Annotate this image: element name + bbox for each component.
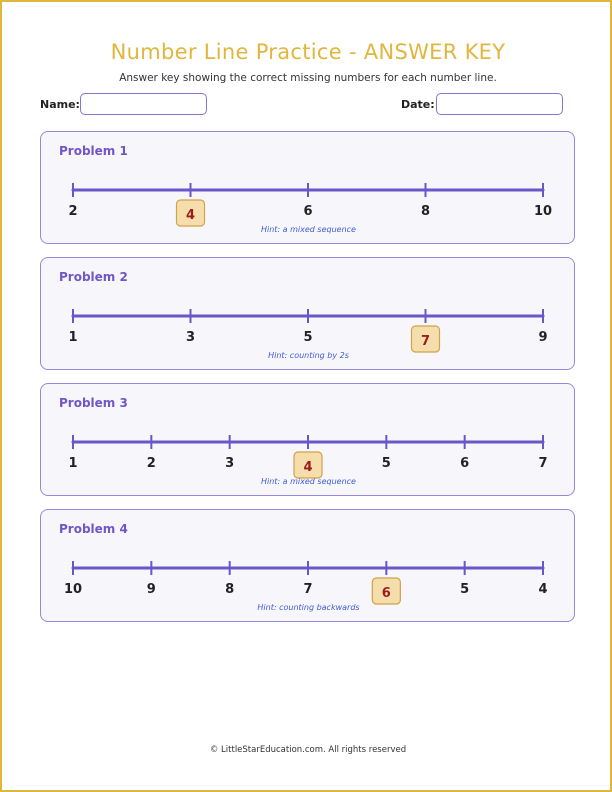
- tick-label: 7: [303, 582, 313, 597]
- footer-copyright: © LittleStarEducation.com. All rights reserved: [209, 745, 407, 755]
- problem-card: [40, 509, 575, 622]
- problem-card: [40, 257, 575, 370]
- tick-label: 8: [420, 204, 431, 219]
- tick-label: 6: [460, 456, 470, 471]
- tick-label: 5: [460, 582, 470, 597]
- page-subtitle: Answer key showing the correct missing numbers for each number line.: [119, 72, 497, 84]
- tick-label: 2: [68, 204, 78, 219]
- problem-card: [40, 131, 575, 244]
- tick-label: 5: [381, 456, 391, 471]
- tick-label: 9: [538, 330, 548, 345]
- tick-label: 1: [68, 456, 78, 471]
- tick-label: 4: [538, 582, 548, 597]
- problem-title: Problem 1: [59, 144, 128, 158]
- answer-label: 4: [185, 208, 196, 223]
- tick-label: 2: [146, 456, 156, 471]
- answer-label: 6: [381, 586, 391, 601]
- page-title: Number Line Practice - ANSWER KEY: [110, 40, 506, 64]
- tick-label: 9: [146, 582, 156, 597]
- problem-title: Problem 2: [59, 270, 128, 284]
- tick-label: 3: [225, 456, 235, 471]
- tick-label: 8: [225, 582, 235, 597]
- answer-label: 7: [420, 334, 431, 349]
- tick-label: 1: [68, 330, 78, 345]
- problem-hint: Hint: counting backwards: [257, 603, 360, 612]
- answer-label: 4: [303, 460, 313, 475]
- problem-title: Problem 4: [59, 522, 128, 536]
- tick-label: 5: [303, 330, 313, 345]
- date-label: Date:: [401, 98, 435, 111]
- tick-label: 6: [303, 204, 313, 219]
- name-label: Name:: [40, 98, 80, 111]
- tick-label: 10: [63, 582, 83, 597]
- problem-card: [40, 383, 575, 496]
- name-field[interactable]: [80, 93, 207, 115]
- tick-label: 7: [538, 456, 548, 471]
- problem-hint: Hint: counting by 2s: [268, 351, 349, 360]
- tick-label: 10: [533, 204, 553, 219]
- problem-title: Problem 3: [59, 396, 128, 410]
- tick-label: 3: [185, 330, 196, 345]
- problem-hint: Hint: a mixed sequence: [261, 225, 356, 234]
- problem-hint: Hint: a mixed sequence: [261, 477, 356, 486]
- date-field[interactable]: [436, 93, 563, 115]
